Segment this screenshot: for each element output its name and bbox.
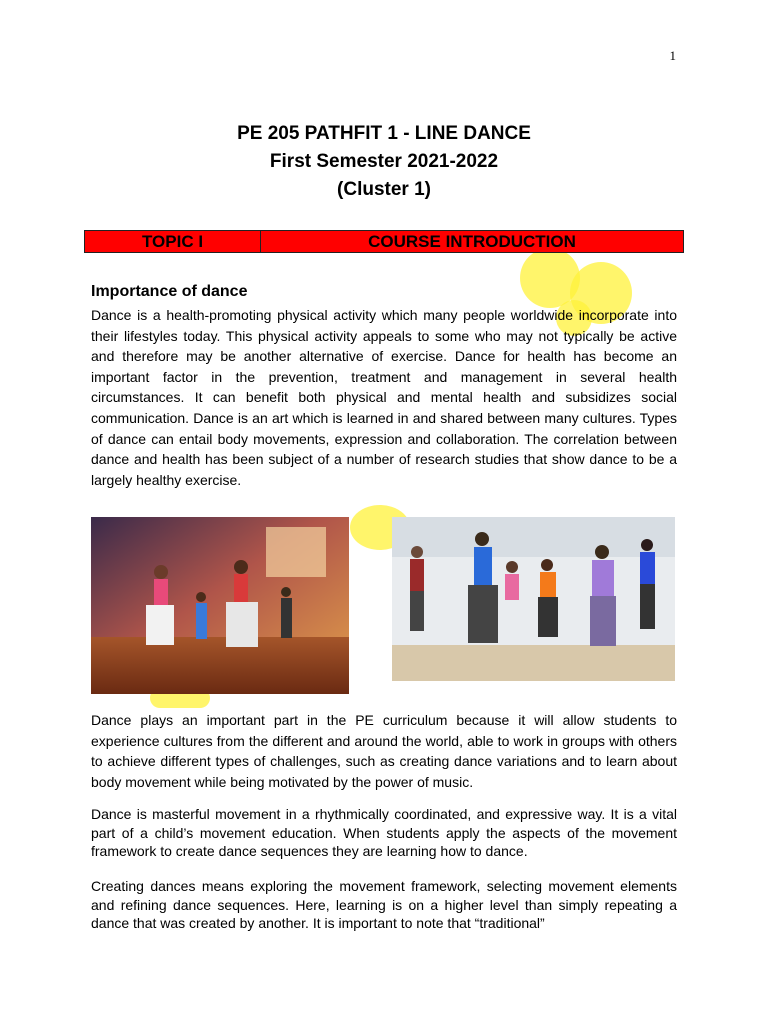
title-line-course: PE 205 PATHFIT 1 - LINE DANCE — [237, 123, 531, 144]
paragraph-curriculum: Dance plays an important part in the PE curriculum because it will allow students to experience cultures from the different and around the world, able to work in groups with others to achieve different types of challenges, such as creating dance variations and to learn about body movement while being motivated by the power of music. — [91, 712, 677, 790]
title-line-cluster: (Cluster 1) — [337, 179, 431, 200]
page-number: 1 — [669, 48, 676, 63]
paragraph-creating-dances: Creating dances means exploring the movement framework, selecting movement elements and refining dance sequences. Here, learning is on a higher level than simply repeating a dance that was created by another. It is important to note that “traditional” — [91, 878, 677, 931]
topic-bar — [84, 230, 684, 253]
paragraph-movement: Dance is masterful movement in a rhythmically coordinated, and expressive way. It is a vital part of a child’s movement education. When students apply the aspects of the movement framework to create dance sequences they are learning how to dance. — [91, 806, 677, 859]
topic-title: COURSE INTRODUCTION — [368, 232, 576, 251]
title-line-semester: First Semester 2021-2022 — [269, 151, 499, 172]
paragraph-intro: Dance is a health-promoting physical activity which many people worldwide incorporate into their lifestyles today. This physical activity appeals to some who may not typically be active and therefore may be another alternative of exercise. Dance for health has become an important factor in the prevention, treatment and management in several health circumstances. It can benefit both physical and mental health and subsidizes social communication. Dance is an art which is learned in and shared between many cultures. Types of dance can entail body movements, expression and collaboration. The correlation between dance and health has been subject of a number of research studies that show dance to be a largely healthy exercise. — [91, 307, 677, 488]
group-dance-class-photo — [392, 517, 675, 681]
document-title — [0, 120, 768, 204]
topic-label: TOPIC I — [85, 231, 261, 252]
dance-studio-photo — [91, 517, 349, 694]
section-heading: Importance of dance — [91, 283, 248, 300]
